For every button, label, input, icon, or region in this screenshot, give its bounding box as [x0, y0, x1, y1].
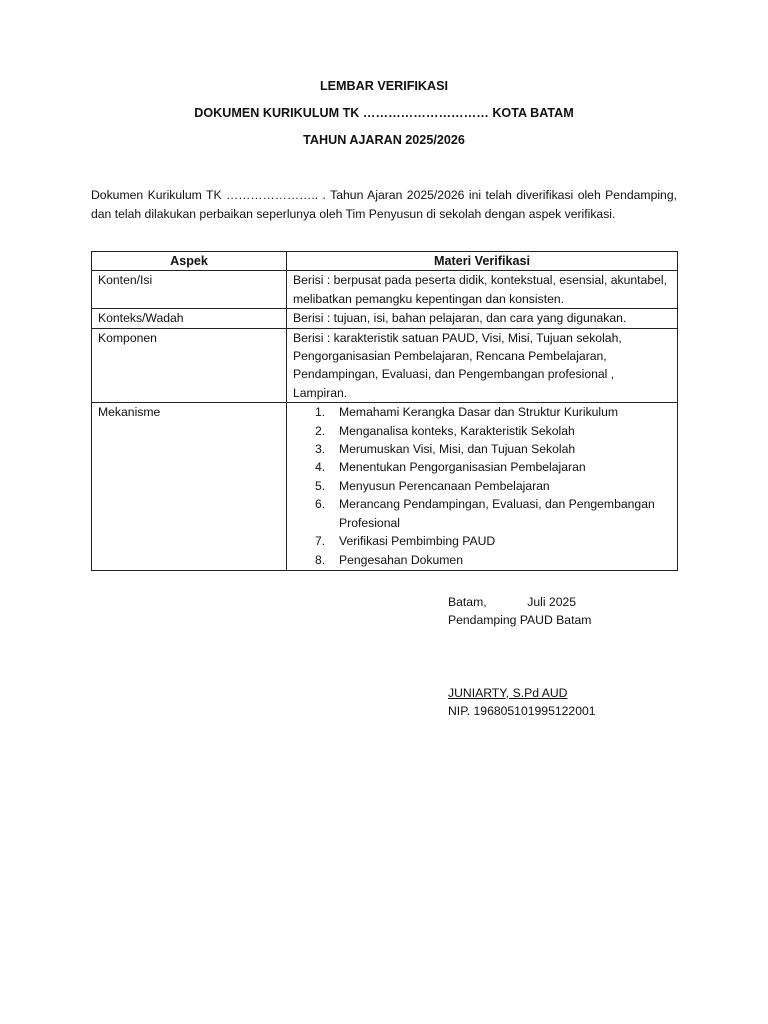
list-number: 3.: [315, 442, 326, 457]
header-materi: Materi Verifikasi: [287, 252, 678, 271]
list-item: [293, 403, 671, 421]
list-item: [293, 422, 671, 440]
table-row: [92, 403, 678, 571]
doc-year: TAHUN AJARAN 2025/2026: [303, 133, 465, 147]
list-text: Pengesahan Dokumen: [339, 552, 463, 567]
list-text: Menyusun Perencanaan Pembelajaran: [339, 478, 550, 493]
doc-subtitle: DOKUMEN KURIKULUM TK ………………………… KOTA BATAM: [194, 106, 574, 120]
materi-cell: Berisi : karakteristik satuan PAUD, Visi, Misi, Tujuan sekolah, Pengorganisasian Pembelajaran, Rencana Pembelajaran, Pendampingan, Evaluasi, dan Pengembangan profesional , Lampiran.: [287, 328, 678, 403]
table-header-row: [92, 252, 678, 271]
list-text: Menganalisa konteks, Karakteristik Sekolah: [339, 423, 575, 438]
list-number: 2.: [315, 423, 326, 438]
aspek-cell: Komponen: [92, 328, 287, 403]
signature-role: Pendamping PAUD Batam: [448, 613, 592, 627]
list-item: [293, 440, 671, 458]
aspek-cell: Konten/Isi: [92, 271, 287, 309]
mekanisme-list: [293, 403, 671, 570]
verification-table: [91, 251, 678, 571]
list-number: 8.: [315, 552, 326, 567]
header-aspek: Aspek: [92, 252, 287, 271]
signature-nip: NIP. 196805101995122001: [448, 704, 596, 718]
list-number: 1.: [315, 405, 326, 420]
intro-paragraph: Dokumen Kurikulum TK ………………….. . Tahun Ajaran 2025/2026 ini telah diverifikasi oleh Pendamping, dan telah dilakukan perbaikan seperlunya oleh Tim Penyusun di sekolah dengan aspek verifikasi.: [91, 188, 677, 221]
table-row: [92, 309, 678, 328]
materi-cell: [287, 403, 678, 571]
doc-title: LEMBAR VERIFIKASI: [319, 79, 449, 93]
materi-cell: Berisi : tujuan, isi, bahan pelajaran, dan cara yang digunakan.: [287, 309, 678, 328]
list-text: Verifikasi Pembimbing PAUD: [339, 534, 496, 549]
list-item: [293, 458, 671, 476]
signature-place-date: Batam, Juli 2025: [448, 595, 577, 609]
signature-name: JUNIARTY, S.Pd AUD: [448, 686, 568, 700]
list-item: [293, 551, 671, 569]
table-row: [92, 271, 678, 309]
aspek-cell: Mekanisme: [92, 403, 287, 571]
list-number: 6.: [315, 497, 326, 512]
list-text: Merancang Pendampingan, Evaluasi, dan Pengembangan Profesional: [339, 497, 655, 530]
aspek-cell: Konteks/Wadah: [92, 309, 287, 328]
list-number: 7.: [315, 534, 326, 549]
list-text: Menentukan Pengorganisasian Pembelajaran: [339, 460, 586, 475]
list-item: [293, 477, 671, 495]
list-item: [293, 495, 671, 532]
table-row: [92, 328, 678, 403]
list-number: 4.: [315, 460, 326, 475]
list-text: Memahami Kerangka Dasar dan Struktur Kurikulum: [339, 405, 619, 420]
list-number: 5.: [315, 478, 326, 493]
materi-cell: Berisi : berpusat pada peserta didik, kontekstual, esensial, akuntabel, melibatkan pemangku kepentingan dan konsisten.: [287, 271, 678, 309]
list-item: [293, 532, 671, 550]
list-text: Merumuskan Visi, Misi, dan Tujuan Sekolah: [339, 442, 576, 457]
